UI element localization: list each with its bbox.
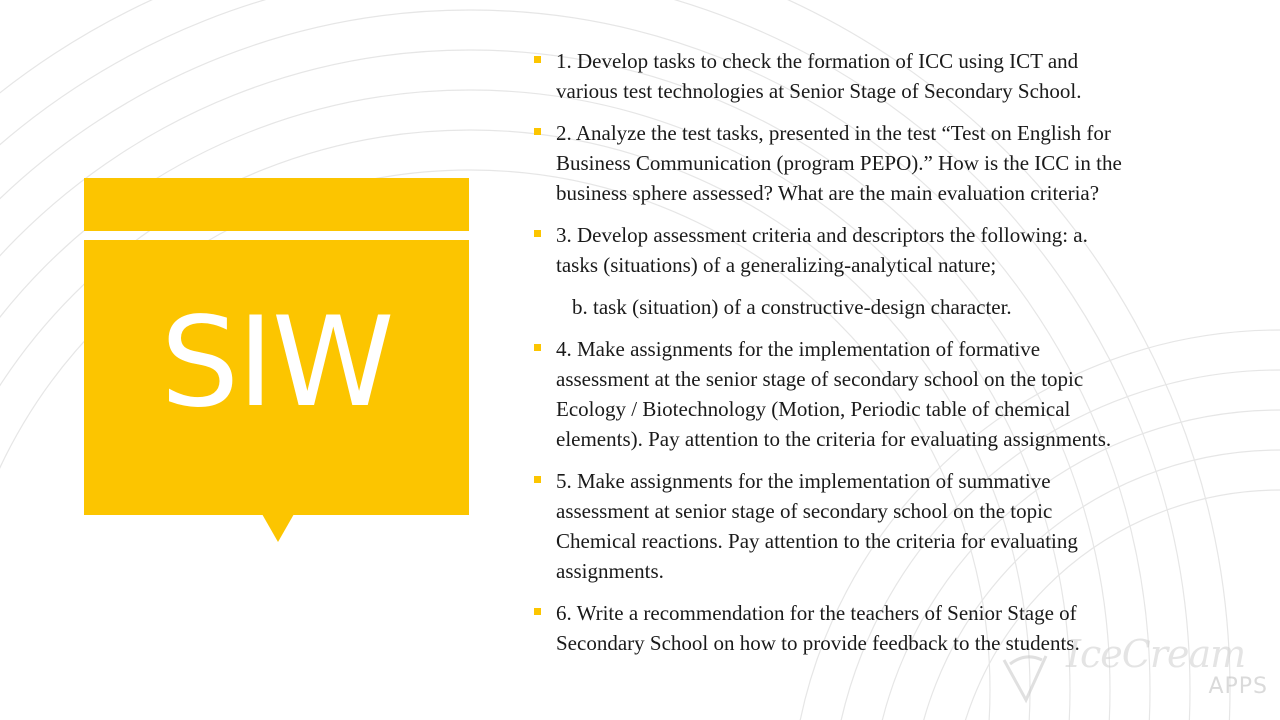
list-item <box>530 334 1250 454</box>
item-line: business sphere assessed? What are the main evaluation criteria? <box>556 181 1100 205</box>
item-line: 6. Write a recommendation for the teachers of Senior Stage of <box>556 601 1077 625</box>
square-bullet-icon <box>534 344 541 351</box>
item-line: various test technologies at Senior Stage of Secondary School. <box>556 79 1082 103</box>
square-bullet-icon <box>534 128 541 135</box>
list-item <box>530 466 1250 586</box>
item-line: elements). Pay attention to the criteria for evaluating assignments. <box>556 427 1112 451</box>
square-bullet-icon <box>534 56 541 63</box>
icecream-apps-watermark <box>996 632 1276 712</box>
item-line: 4. Make assignments for the implementation of formative <box>556 337 1041 361</box>
square-bullet-icon <box>534 476 541 483</box>
slide-title: SIW <box>160 290 393 435</box>
square-bullet-icon <box>534 608 541 615</box>
list-item <box>530 46 1250 106</box>
item-line: assignments. <box>556 559 664 583</box>
item-line: tasks (situations) of a generalizing-analytical nature; <box>556 253 997 277</box>
item-line: 2. Analyze the test tasks, presented in the test “Test on English for <box>556 121 1111 145</box>
item-line: 1. Develop tasks to check the formation of ICC using ICT and <box>556 49 1079 73</box>
item-line: assessment at the senior stage of secondary school on the topic <box>556 367 1084 391</box>
item-line: assessment at senior stage of secondary school on the topic <box>556 499 1053 523</box>
watermark-brand: IceCream <box>1066 632 1246 676</box>
title-accent-bar <box>84 178 469 231</box>
item-line: Ecology / Biotechnology (Motion, Periodic table of chemical <box>556 397 1071 421</box>
callout-pointer <box>262 514 294 542</box>
item-line: 5. Make assignments for the implementation of summative <box>556 469 1051 493</box>
watermark-apps-label: APPS <box>1208 674 1268 699</box>
icecream-cone-icon <box>996 650 1056 706</box>
square-bullet-icon <box>534 230 541 237</box>
sub-item: b. task (situation) of a constructive-design character. <box>572 295 1012 319</box>
item-line: Business Communication (program PEPO).” How is the ICC in the <box>556 151 1122 175</box>
item-line: 3. Develop assessment criteria and descriptors the following: a. <box>556 223 1088 247</box>
task-list <box>530 46 1250 670</box>
item-line: Secondary School on how to provide feedback to the students. <box>556 631 1080 655</box>
list-item <box>530 118 1250 208</box>
list-item <box>530 220 1250 280</box>
item-line: Chemical reactions. Pay attention to the criteria for evaluating <box>556 529 1078 553</box>
